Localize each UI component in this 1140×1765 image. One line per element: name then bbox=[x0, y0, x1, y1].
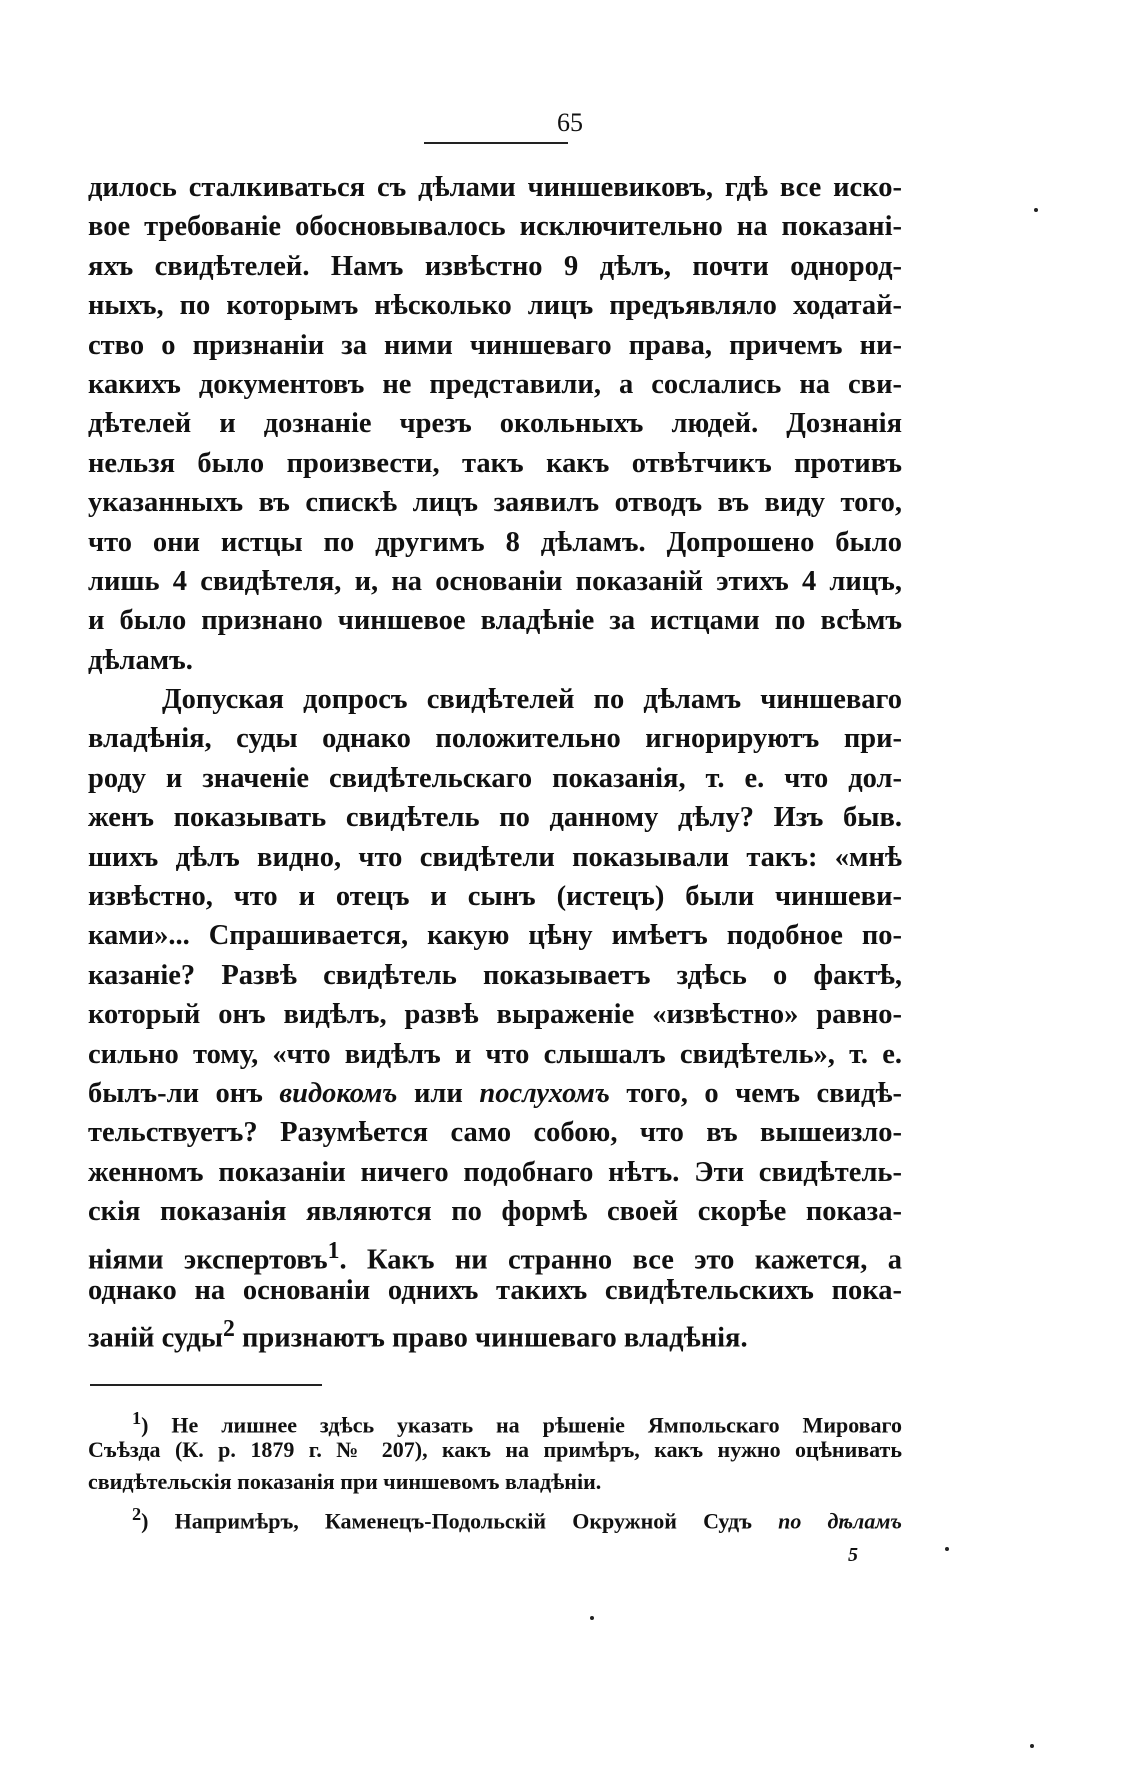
footnote-italic: по дѣламъ bbox=[778, 1508, 903, 1534]
footnote-1-line: свидѣтельскія показанія при чиншевомъ владѣніи. bbox=[88, 1469, 602, 1494]
footnote-text: ) Напримѣръ, Каменецъ-Подольскій Окружной Судъ bbox=[141, 1508, 779, 1534]
text-line-mixed bbox=[88, 1074, 902, 1113]
footnote-text: ) Не лишнее здѣсь указать на рѣшеніе Ямпольскаго Мироваго bbox=[141, 1412, 902, 1438]
text-line-mixed bbox=[88, 1232, 903, 1276]
footnote-1-line: Съѣзда (К. р. 1879 г. № 207), какъ на примѣръ, какъ нужно оцѣнивать bbox=[88, 1437, 902, 1462]
text-line: скія показанія являются по формѣ своей скорѣе показа- bbox=[88, 1196, 902, 1228]
footnote-ref: 1 bbox=[327, 1237, 340, 1264]
footnote-mark: 1 bbox=[132, 1408, 142, 1428]
italic-term: послухомъ bbox=[479, 1077, 610, 1109]
text-line: и было признано чиншевое владѣніе за истцами по всѣмъ bbox=[88, 605, 902, 637]
print-speck bbox=[590, 1616, 594, 1620]
text-line: который онъ видѣлъ, развѣ выраженіе «извѣстно» равно- bbox=[88, 999, 902, 1031]
italic-term: видокомъ bbox=[279, 1077, 398, 1109]
text-line: что они истцы по другимъ 8 дѣламъ. Допрошено было bbox=[88, 526, 902, 558]
text-line: ками»... Спрашивается, какую цѣну имѣетъ подобное по- bbox=[88, 920, 902, 952]
text-line: женъ показывать свидѣтель по данному дѣлу? Изъ быв. bbox=[88, 802, 902, 834]
text-line-mixed bbox=[88, 1310, 902, 1354]
text-line: роду и значеніе свидѣтельскаго показанія, т. е. что дол- bbox=[88, 762, 902, 794]
text-line: ныхъ, по которымъ нѣсколько лицъ предъявляло ходатай- bbox=[88, 290, 902, 322]
footnote-1-line bbox=[88, 1402, 902, 1438]
text-line: вое требованіе обосновывалось исключительно на показані- bbox=[88, 211, 902, 243]
text-segment: или bbox=[397, 1077, 480, 1109]
page-number: 65 bbox=[557, 108, 583, 137]
text-line: дѣтелей и дознаніе чрезъ окольныхъ людей. Дознанія bbox=[88, 408, 902, 440]
print-speck bbox=[1030, 1744, 1034, 1748]
footnotes bbox=[88, 1402, 903, 1534]
footnote-mark: 2 bbox=[132, 1504, 142, 1524]
footnote-rule bbox=[90, 1384, 322, 1386]
text-line: дилось сталкиваться съ дѣлами чиншевиковъ, гдѣ все иско- bbox=[88, 172, 902, 203]
text-line: яхъ свидѣтелей. Намъ извѣстно 9 дѣлъ, почти однород- bbox=[88, 250, 902, 282]
text-segment: заній суды bbox=[88, 1322, 223, 1354]
text-line: указанныхъ въ спискѣ лицъ заявилъ отводъ въ виду того, bbox=[88, 487, 902, 519]
page-number-rule bbox=[424, 142, 568, 144]
text-line: владѣнія, суды однако положительно игнорируютъ при- bbox=[88, 723, 902, 755]
text-segment: признаютъ право чиншеваго владѣнія. bbox=[234, 1322, 748, 1354]
text-line: дѣламъ. bbox=[88, 644, 193, 676]
signature-mark: 5 bbox=[848, 1544, 858, 1566]
text-line: женномъ показаніи ничего подобнаго нѣтъ. Эти свидѣтель- bbox=[88, 1156, 902, 1188]
text-line: лишь 4 свидѣтеля, и, на основаніи показаній этихъ 4 лицъ, bbox=[88, 565, 902, 597]
text-line: сильно тому, «что видѣлъ и что слышалъ свидѣтель», т. е. bbox=[88, 1038, 902, 1070]
footnote-2-line bbox=[88, 1498, 903, 1534]
text-line: тельствуетъ? Разумѣется само собою, что въ вышеизло- bbox=[88, 1117, 902, 1149]
text-segment: того, о чемъ свидѣ- bbox=[609, 1077, 902, 1109]
text-line: однако на основаніи однихъ такихъ свидѣтельскихъ пока- bbox=[88, 1274, 902, 1306]
footnote-ref: 2 bbox=[223, 1316, 235, 1343]
text-line: нельзя было произвести, такъ какъ отвѣтчикъ противъ bbox=[88, 447, 902, 479]
text-segment: былъ-ли онъ bbox=[88, 1077, 280, 1109]
text-line: шихъ дѣлъ видно, что свидѣтели показывали такъ: «мнѣ bbox=[88, 841, 902, 873]
text-line: какихъ документовъ не представили, а сослались на сви- bbox=[88, 368, 902, 400]
print-speck bbox=[1034, 208, 1038, 212]
text-segment: ніями экспертовъ bbox=[88, 1244, 328, 1276]
body-text bbox=[88, 168, 903, 1354]
print-speck bbox=[945, 1547, 949, 1551]
text-line: казаніе? Развѣ свидѣтель показываетъ здѣсь о фактѣ, bbox=[88, 959, 902, 991]
text-line: ство о признаніи за ними чиншеваго права, причемъ ни- bbox=[88, 329, 902, 361]
paragraph-start-line: Допуская допросъ свидѣтелей по дѣламъ чиншеваго bbox=[162, 684, 902, 716]
text-line: извѣстно, что и отецъ и сынъ (истецъ) были чиншеви- bbox=[88, 881, 902, 913]
text-segment: . Какъ ни странно все это кажется, а bbox=[339, 1244, 903, 1276]
